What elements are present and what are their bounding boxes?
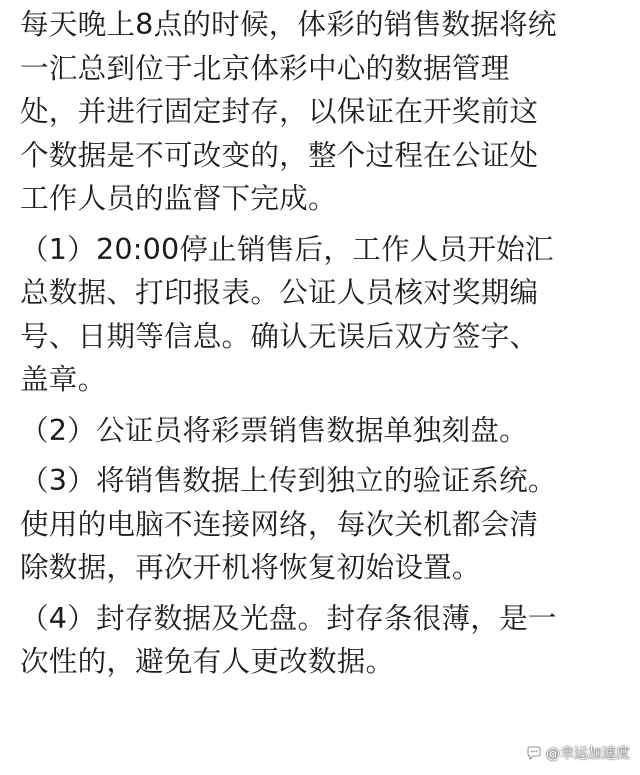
text-line: 号、日期等信息。确认无误后双方签字、 bbox=[20, 318, 539, 353]
text-line: 个数据是不可改变的，整个过程在公证处 bbox=[20, 137, 539, 172]
text-line: 盖章。 bbox=[20, 362, 107, 396]
text-line: （3）将销售数据上传到独立的验证系统。 bbox=[20, 463, 557, 497]
text-line: （2）公证员将彩票销售数据单独刻盘。 bbox=[20, 412, 528, 447]
text-line: 使用的电脑不连接网络，每次关机都会清 bbox=[20, 506, 539, 541]
paragraph-intro bbox=[20, 0, 625, 221]
article-body bbox=[20, 0, 625, 684]
text-line: 处，并进行固定封存，以保证在开奖前这 bbox=[20, 94, 539, 128]
text-line: 工作人员的监督下完成。 bbox=[20, 181, 337, 215]
watermark bbox=[526, 743, 630, 763]
paragraph-step-1 bbox=[20, 228, 625, 402]
text-line: 一汇总到位于北京体彩中心的数据管理 bbox=[20, 50, 510, 85]
text-line: （1）20:00停止销售后，工作人员开始汇 bbox=[20, 231, 554, 266]
text-line: （4）封存数据及光盘。封存条很薄，是一 bbox=[20, 600, 557, 635]
text-line: 次性的，避免有人更改数据。 bbox=[20, 644, 395, 678]
text-line: 总数据、打印报表。公证人员核对奖期编 bbox=[20, 275, 539, 309]
text-line: 每天晚上8点的时候，体彩的销售数据将统 bbox=[20, 7, 557, 41]
text-line: 除数据，再次开机将恢复初始设置。 bbox=[20, 550, 481, 584]
paragraph-step-4 bbox=[20, 597, 625, 684]
watermark-text: @幸运加速度 bbox=[546, 746, 630, 762]
chat-bubble-icon bbox=[526, 745, 542, 761]
paragraph-step-2 bbox=[20, 409, 625, 453]
paragraph-step-3 bbox=[20, 459, 625, 590]
